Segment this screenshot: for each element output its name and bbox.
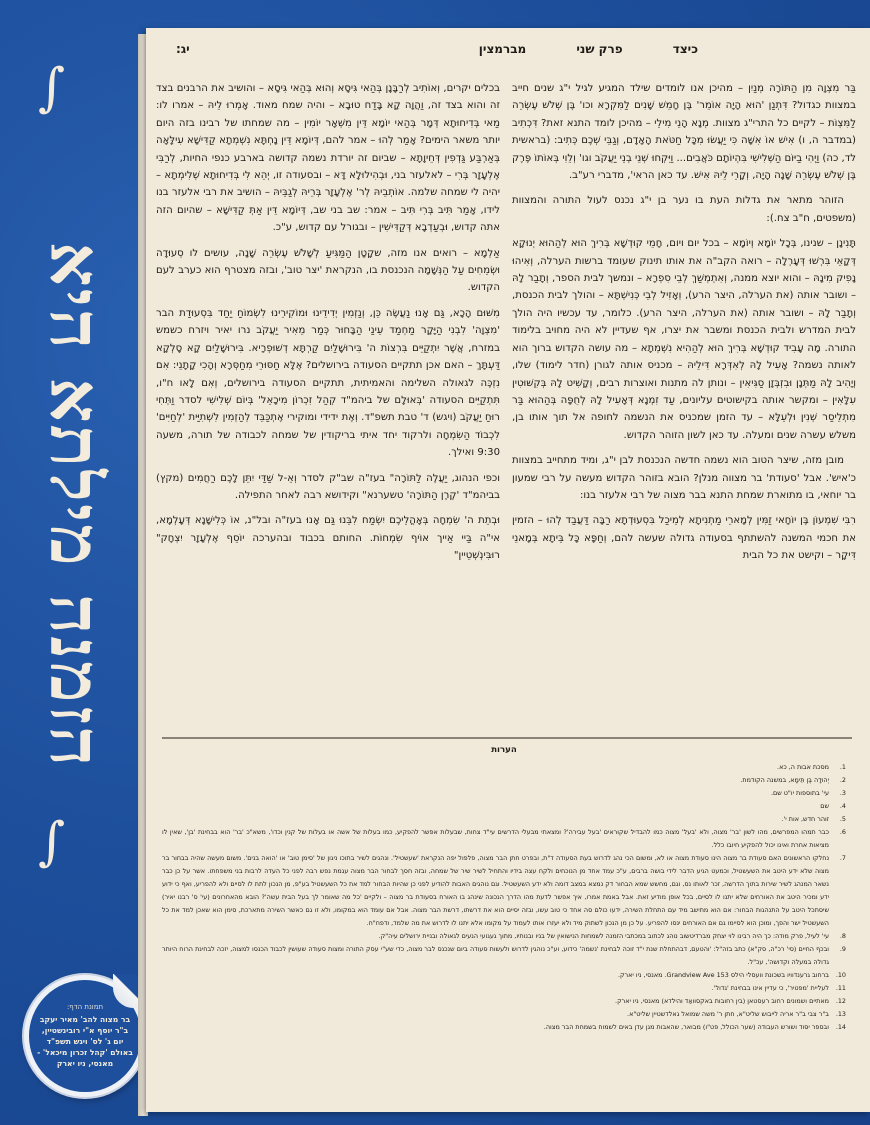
footnote-divider <box>162 737 852 739</box>
footnote-number: 2. <box>839 776 846 784</box>
footnote-number: 9. <box>839 945 846 953</box>
footnotes <box>162 744 846 1034</box>
footnote <box>162 774 846 787</box>
text-columns <box>156 80 856 744</box>
footnote-text: יְהוּדָה בֶּן תֵּימָא, במשנה הקודמת. <box>740 776 829 784</box>
footnote-number: 13. <box>835 1010 846 1018</box>
paragraph: אַלְמָא – רואים אנו מזה, שקָטָן הַמַּגִּיעַ לְשָׁלֹשׁ עֶשְׂרֵה שָׁנָה, עושים לו סְעוּדָה וּשְׂמֵחִים עַל הַנְּשָׁמָה הנכנסת בו, הנקראת 'יצר טוב', ובזה מצטרף הוא כערב לעם הקדוש. <box>156 247 500 294</box>
folio-number: יג: <box>176 42 190 56</box>
footnote-number: 14. <box>835 1023 846 1031</box>
footnote-text: עי' לעיל, פרק מודה: כך היה רבינו לוי יצחק מברדיטשוב נוהג לכתוב במכתבי הזמנה לשמחות הנישואין של בניו ובנותיו, מתוך געגועי הנעים לגאולה ובניית ירושלים עיה"ק. <box>378 932 829 940</box>
photo-caption-sticker <box>24 975 146 1097</box>
footnote-number: 3. <box>839 789 846 797</box>
footnote-text: שם <box>820 802 829 810</box>
column-left <box>156 80 500 744</box>
footnote <box>162 813 846 826</box>
paragraph: תָּנִינָן – שנינו, בְּכָל יוֹמָא וְיוֹמָא – בכל יום ויום, חָמֵי קוּדְשָׁא בְּרִיךְ הוּא לְהַהוּא יְנוּקָא דְּקָאֵי בִּרְשׁוּ דְּעָרְלָה – רואה הקב"ה את אותו תינוק שעומד ברשות הערלה, וְאִיהוּ נָפִיק מִינָהּ – והוא יוצא ממנה, וְאִתְמְשַׁךְ לְבֵי סִפְרָא – ונמשך לבית הספר, וְתָבַר לָהּ – ושובר אותה (את הערלה, היצר הרע), וְאָזִיל לְבֵי כְּנִישְׁתָּא – והולך לבית הכנסת, וְתָבַר לָהּ – ושובר אותה (את הערלה, היצר הרע). כלומר, עד עכשיו היה הולך לבית המדרש ולבית הכנסת ומשבר את יצרו, אף שעדיין לא היה מחויב בלימוד התורה. מָה עָבִיד קוּדְשָׁא בְּרִיךְ הוּא לְהַהִיא נִשְׁמְתָא – מה עושה הקדוש ברוך הוא לאותה נשמה? אָעִיל לָהּ לְאִדְּרָא דִּילֵיהּ – מכניס אותה לגורן (חדר לימוד) שלו, וְיָהִיב לָהּ מַתְּנָן וּבִזְבְּזָן סַגִּיאִין – ונותן לה מתנות ואוצרות רבים, וְקָשִׁיט לָהּ בְּקִשּׁוּטִין עִלָּאִין – ומקשר אותה בקישוטים עליונים, עַד זִמְנָא דְּאָעִיל לָהּ לְחֻפָּה בְּהַהוּא בַּר מִתְלֵיסַר שְׁנִין וּלְעֵלָּא – עד הזמן שמכניס את הנשמה לחופה אל תוך אותו בן, משלש עשרה שנים ומעלה. עד כאן לשון הזוהר הקדוש. <box>512 238 856 441</box>
vertical-title <box>30 80 120 930</box>
section-name: כיצד <box>672 42 698 56</box>
footnote <box>162 969 846 982</box>
running-head <box>168 40 848 64</box>
footnote-text: מאתיים ושמונים רחוב רעסטאן (בין רחובות באקסוואַד והילדא) מאנסי, ניו יארק. <box>615 997 829 1005</box>
footnote-number: 11. <box>835 984 846 992</box>
footnote-number: 5. <box>839 815 846 823</box>
footnote-text: כבר תמהו המפרשים, מהו לשון 'בר' מצוה, ולא 'בעל' מצוה כמו להבדיל שקוראים 'בעל עבירה'? ומצאתי מבעלי הדרשים עי"ד צחות, שבעלות אפשר להפקיע, כמו בעלות של אשה או בעלות של קנין וכדו', משא"כ 'בר' הוא בבחינת 'בן', שאין לו מציאות אחרת ואינו יכול להפקיע חיובו כלל. <box>162 828 829 849</box>
footnote <box>162 930 846 943</box>
footnote <box>162 826 846 852</box>
column-right <box>512 80 856 744</box>
footnote-number: 8. <box>839 932 846 940</box>
paragraph: מִשּׁוּם הָכָא, גַּם אָנוּ נַעֲשֶׂה כֵּן, וְנַזְמִין יְדִידֵינוּ וּמוֹקִירֵינוּ לִשְׂמוֹחַ יַחַד בִּסְעוּדַת הבר 'מִצְוָה' לִבְנִי הַיָּקָר מַחְמַד עֵינַי הַבָּחוּר כְּמַר מֵאִיר יַעֲקֹב נרו יאיר ויזרח כשמש במזרח, אֲשֶׁר יִתְקַיֵּים בִּרְצוֹת ה' בִּירוּשָׁלַיִם קַרְתָּא דְשׁוּפְרָיא. בִּירוּשָׁלַיִם קָא סָלְקָא דַּעְתָּךְ – האם אכן תתקיים הסעודה בירושלים? אֶלָּא חַסּוּרֵי מִחַסְּרָא וְהָכִי קָתָנֵי: אִם נִזְכֶּה לגאולה השלימה והאמיתית, תתקיים הסעודה בירושלים, וְאִם לָאו ח"ו, תִּתְקַיֵּים הסעודה 'בְּאוּלָם של ביהמ"ד קְהַל זִכְרוֹן מִיכָאֵל' בְּיוֹם שְׁלִישִׁי לסדר וַתְּחִי רוּחַ יַעֲקֹב (ויגש) ד' טבת תשפ"ד. וְאֶת ידידי ומוקירי אֶתְכַּבֵּד לְהַזְמִין לִשְׁתִיַּית 'לְחַיִּים' לִכְבוֹד הַשִּׂמְחָה ולרקוד יחד איתי בריקודין של שמחה לכבודה של תורה, משעה 9:30 ואילך. <box>156 307 500 459</box>
footnote-number: 4. <box>839 802 846 810</box>
footnote-number: 1. <box>839 763 846 771</box>
paragraph: וּבְתֵת ה' שִׂמְחָה בְּאָהֳלֵיכֶם יִשְׂמַח לִבֵּנוּ גַּם אָנוּ בעז"ה ובל"נ, אוֹ כְּלִישָּׁנָא דְּעָלְמָא, אי"ה בַּיי אַייך אוֹיף שִׂמְחוֹת. החותם בכבוד ובהערכה יוֹסֵף אֶלְעָזָר יִצְחָק" רוּבִּינְשְׁטֵיין" <box>156 515 500 562</box>
footnote <box>162 982 846 995</box>
decorative-sidebar <box>0 0 140 1125</box>
footnote <box>162 800 846 813</box>
tractate-name: מברמצין <box>478 42 527 56</box>
footnote-text: עי' בתוספות יו"ט שם. <box>770 789 829 797</box>
footnote-number: 7. <box>839 854 846 862</box>
footnote <box>162 995 846 1008</box>
footnote-list <box>162 761 846 1034</box>
footnote-text: ברחוב גרענדוויו בשכונת וועסלי הילס 153 Grandview Ave. מאנסי, ניו יארק. <box>617 971 829 979</box>
footnote-number: 10. <box>835 971 846 979</box>
paragraph: בכלים יקרים, וְאוֹתִיב לְרַבָּנָן בְּהַאי גִּיסָא וְהוּא בְּהַאי גִּיסָא – והושיב את הרבנים בצד זה והוא בצד זה, וַהֲוָה קָא בָּדַח טוּבָא – והיה שמח מאוד. אָמְרוּ לֵיהּ – אמרו לו: מַאי בְּדִיחוּתָא דְּמָר בְּהַאי יוֹמָא דֵּין מִשְּׁאָר יוֹמִין – מה שמחתו של רבינו בזה היום יותר משאר הימים? אָמַר לְהוּ – אמר להם, דְּיוֹמָא דֵּין נָחְתָּא נִשְׁמְתָא קַדִּישָׁא עִילָּאָה בְּאַרְבַּע גַּדְפִין דְּחֵיוָתָא – שביום זה יורדת נשמה קדושה בארבע כנפי החיות, לְרַבִּי אֶלְעָזָר בְּרִי – לאלעזר בני, וּבְהִילוּלָא דָּא – ובסעודה זו, יְהֵא לִי בְּדִיחוּתָא שְׁלִימְתָא – יהיה לי שמחה שלמה. אוֹתְבֵיהּ לְר' אֶלְעָזָר בְּרֵיהּ לְגַבֵּיהּ – הושיב את רבי אלעזר בנו לידו, אָמַר תִּיב בְּרִי תִּיב – אמר: שב בני שב, דְּיוֹמָא דֵּין אַתְּ קַדִּישָׁא – שהיום הזה אתה קדוש, וּבְעַדְבָא דְּקַדִּישִׁין – ובגורל עם קדוש, ע"כ. <box>156 83 500 234</box>
footnote-number: 12. <box>835 997 846 1005</box>
paragraph: וכפי הנהוג, יַעֲלֶה לַתּוֹרָה" בעז"ה שב"ק לסדר וְאֵ-ל שַׁדַּי יִתֵּן לָכֶם רַחֲמִים (מקץ) בביהמ"ד 'קֶרֶן הַתּוֹרָה' טשערנא" וקידושא רבה לאחר התפילה. <box>156 472 500 501</box>
footnote <box>162 761 846 774</box>
chapter-heading <box>433 42 698 56</box>
sticker-title: תמונת הדף: <box>66 1003 104 1011</box>
paragraph: רִבִּי שִׁמְעוֹן בֶּן יוֹחָאי זַמִּין לְמָארֵי מַתְנִיתָא לְמֵיכַל בִּסְעוּדְתָא רַבָּה דַּעֲבַד לְהוּ – הזמין את חכמי המשנה להשתתף בסעודה גדולה שעשה להם, וְחַפָּא כָּל בֵּיתָא בְּמָאנֵי דִּיקָר – וקישט את כל הבית <box>512 515 856 562</box>
chapter-name: פרק שני <box>576 42 623 56</box>
footnote-text: ובכף החיים (סי' רכ"ה, סק"א) כתב בזה"ל: 'והטעם, דבהתחלת שנת י"ד זוכה לבחינת 'נשמה' כידוע, וע"כ נוהגין לדרוש ולעשות סעודה ביום שנכנס לבר מצוה, כדי שע"י עסק התורה ומצות סעודה שעושין לכבוד הכנסו למצוה, יזכה לבחינת הרוח היותר גדולה במעלה וקדושה', עכ"ל. <box>162 945 829 966</box>
sticker-body: בר מצוה להב' מאיר יעקב ב"ר יוסף א"י רובינשטיין, יום ג' לס' ויגש תשפ"ד באולם 'קהל זכרון מיכאל' - מאנסי, ניו יארק <box>37 1015 133 1068</box>
footnote-text: זוהר חדש, אות י'. <box>781 815 829 823</box>
paragraph: הזוהר מתאר את גדלות העת בו נער בן י"ג נכנס לעול התורה והמצוות (משפטים, ח"ב צח.): <box>512 195 856 224</box>
swirl-ornament-icon: ∫ <box>38 816 66 876</box>
footnote-text: נחלקו הראשונים האם סעודת בר מצוה הינו סעודת מצוה או לא, ומשום הכי נהג לדרוש בעת הסעודה ד"ת, ובפרט חתן הבר מצוה, פלפול יפה הנקראת 'שעשטיל'. ונהגים לשיר בתוכו ניגון של 'סימן טוב' או 'הואה בנים'. משום מעשה שהיה בבחור בר מצוה שלא ידע היטב את השעשטיל, וכמעט הגיע הדבר לידי בושה ברבים, ע"כ עמד אחד מן הנוכחים ולקח עצה בידיו והתחיל לשיר שיר של שמחה, ובזה חסך לבחור הבר מצוה עגמת נפש רבה לפני כל העדה לרבות בני משפחתו. אשר על כן כבר נשאר המנהג לשיר שירות בתוך הדרשה, זכר לאותו נס, וגם, מחשש שמא הבחור דק נמצא במצב דומה ולא ידע השעשטיל. וגם נוהגים האבות להודיע לפני כן שהיות הבחור למד את כל השעשטיל בע"פ, מן הנכון לתת לו לסיים ולא להפריע, ואף כי ידוע ידע ומכיר היטב את האורחים שלא יתנו לו לסיים, בכל אופן מודיע זאת. אבל באמת אמרו, איך אפשר לדעת מהו הדרך הנכונה שינהג בו האורח בסעודת בר מצוה – ולקיים 'כל מה שאומר לך בעל הבית עשה'? הובא מהאחרונים (עי' ס' רבנו יאיר) שיסתכל היטב על התנהגות הבחור: אם הוא מתישב מיד עם התחלת השירה, ידעו כולם סה אחד כי טוב עשו, ובזה יסיים הוא את דרשתו, דרשת הבר מצוה. אבל אם עומד הוא במקומו, ולא זו גם כאשר השירה מתארכת, סימן הוא שאכן למד את כל השעשטיל ישר והפך, ומוכן הוא לסיימו גם אם האורחים ינסו להפריע. על כן מן הנכון לשתוק מיד ולא יעזרו אותו לעמוד על מקומו אלא יתנו לו לדרוש את מה שלמד, ודפח"ח. <box>162 854 829 927</box>
document-page <box>146 28 870 1112</box>
footnote-text: מסכת אבות ה, כא. <box>777 763 829 771</box>
paragraph: בַּר מִצְוָה מִן הַתּוֹרָה מְנַיִן – מהיכן אנו לומדים שילד המגיע לגיל י"ג שנים חייב במצוות כגדול? דִּתְנַן 'הוּא הָיָה אוֹמֵר' בֶּן חָמֵשׁ שָׁנִים לַמִּקְרָא וכו' בֶּן שְׁלֹשׁ עֶשְׂרֵה לַמִּצְוֹת – לקיים כל התרי"ג מצוות. מְנָא הָנֵי מִילֵי – מהיכן לומד התנא זאת? דִּכְתִיב (במדבר ה, ו) אִישׁ אוֹ אִשָּׁה כִּי יַעֲשׂוּ מִכָּל חַטֹּאת הָאָדָם, וְגַבֵּי שְׁכֶם כְּתִיב: (בראשית לד, כה) וַיְהִי בַיּוֹם הַשְּׁלִישִׁי בִּהְיוֹתָם כֹּאֲבִים... וַיִּקְחוּ שְׁנֵי בְנֵי יַעֲקֹב וגו' וְלֵוִי בְּאוֹתוֹ פֶּרֶק בֶּן שְׁלֹשׁ עֶשְׂרֵה שָׁנָה הָיָה, וְקָרֵי לֵיהּ אִישׁ. עד כאן הראי', מדברי רע"ב. <box>512 83 856 182</box>
footnotes-title: הערות <box>491 745 517 755</box>
footnote-text: ב"ר צבי ב"ר אריה לייבוש שליט"א, חתן ר' משה שמואל גאלדשטיין שליט"א. <box>627 1010 829 1018</box>
footnote <box>162 787 846 800</box>
footnote-number: 6. <box>839 828 846 836</box>
footnote <box>162 943 846 969</box>
footnote-text: לעליית 'מפטיר', כי עדיין אינו בבחינת 'גדול'. <box>711 984 829 992</box>
footnote-text: ובספר יסוד ושורש העבודה (שער הכולל, פט"ו) מבואר, שהאבות מגן עדן באים לשמוח בשמחת הבר מצוה. <box>543 1023 829 1031</box>
footnote <box>162 852 846 930</box>
swirl-ornament-icon: ∫ <box>38 58 66 118</box>
paragraph: מובן מזה, שיצר הטוב הוא נשמה חדשה הנכנסת לבן י"ג, ומיד מתחייב במצוות כ'איש'. אבל 'סעודת' בר מצווה מנלן? הובא בזוהר הקדוש מעשה על רבי שמעון בר יוחאי, בו מתוארת שמחת התנא בבר מצוה של רבי אלעזר בנו: <box>512 455 856 501</box>
vertical-title-text: הזמנה מילתא היא <box>34 241 117 769</box>
footnote <box>162 1008 846 1021</box>
footnote <box>162 1021 846 1034</box>
